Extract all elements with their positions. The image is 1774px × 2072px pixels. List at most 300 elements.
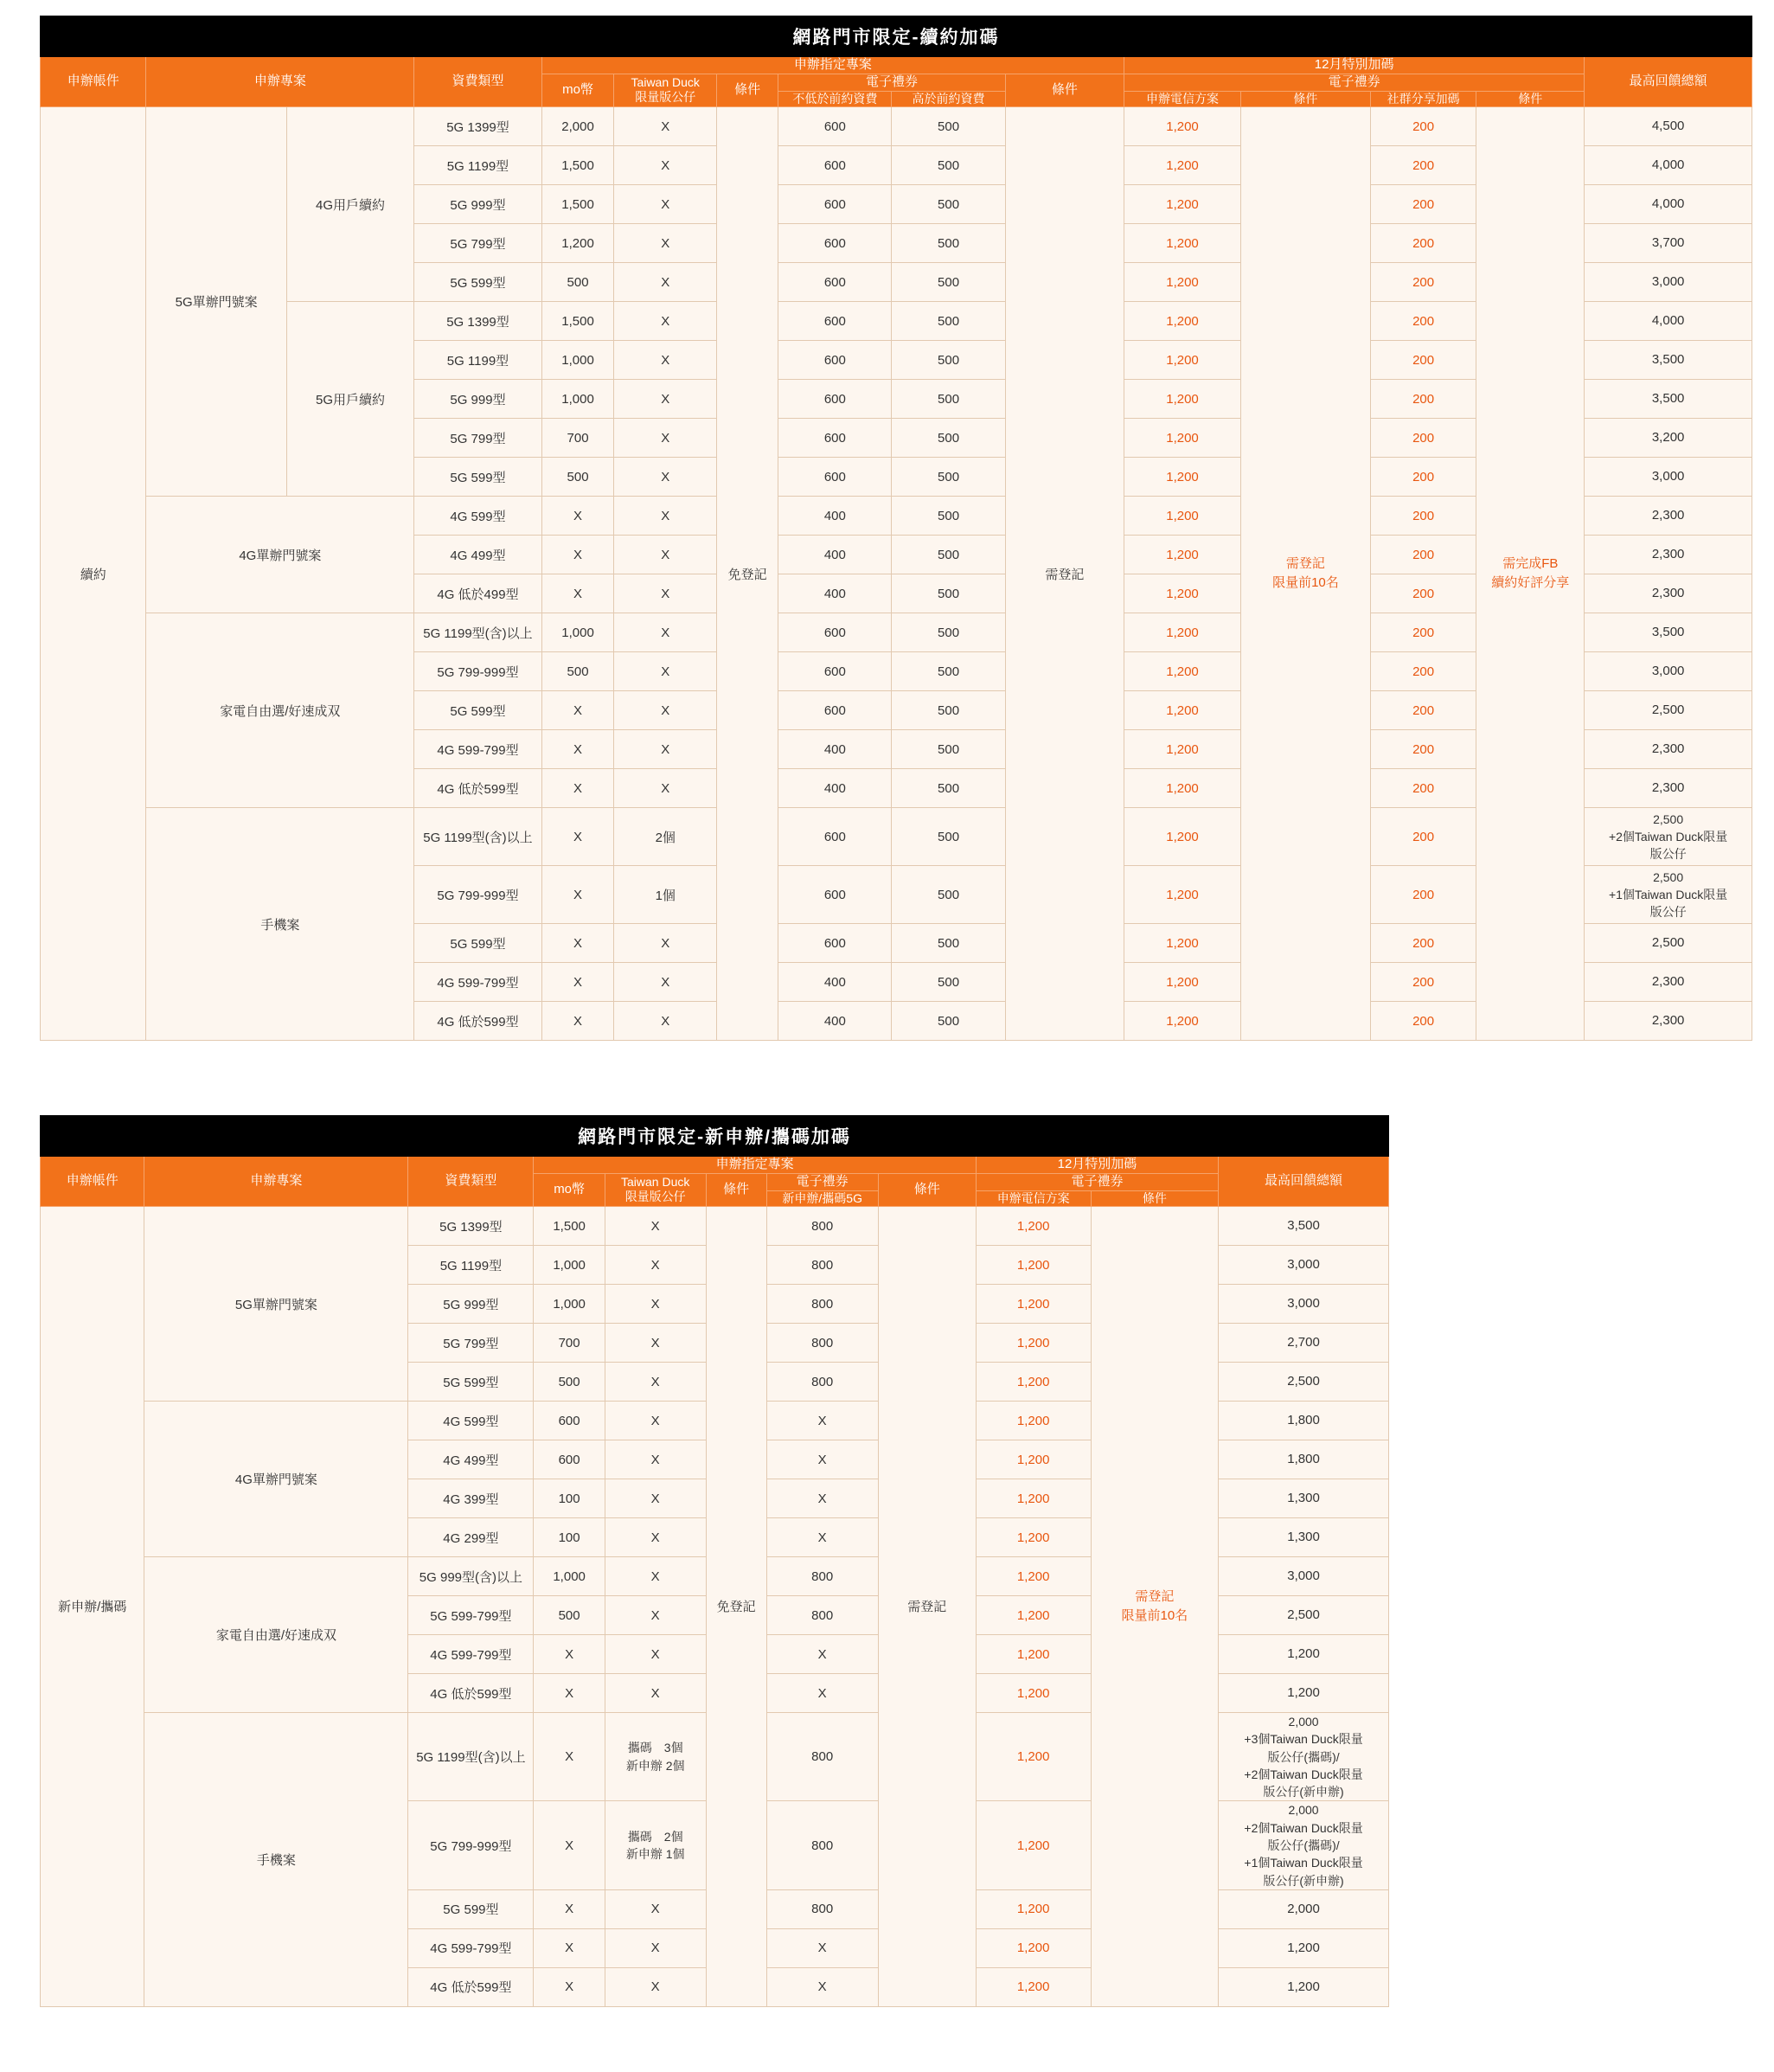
header-fee-type: 資費類型 (408, 1157, 534, 1207)
duck-value: 1個 (614, 866, 717, 924)
fee-type: 5G 999型 (414, 380, 541, 419)
social-value: 200 (1370, 185, 1476, 224)
total-value: 3,500 (1585, 380, 1752, 419)
ev-low-value: 600 (778, 146, 892, 185)
header-social-share: 社群分享加碼 (1370, 91, 1476, 107)
ev-high-value: 500 (892, 185, 1005, 224)
duck-value: X (614, 924, 717, 963)
mo-coin-value: X (534, 1674, 605, 1713)
mo-coin-value: X (541, 866, 614, 924)
ev-value: X (766, 1479, 878, 1518)
cond-limit (1240, 107, 1370, 1041)
duck-value: X (605, 1324, 706, 1363)
fee-type: 4G 599-799型 (414, 730, 541, 769)
mo-coin-value: 1,000 (534, 1557, 605, 1596)
ev-high-value: 500 (892, 866, 1005, 924)
newport-banner: 網路門市限定-新申辦/攜碼加碼 (41, 1116, 1389, 1157)
total-value: 2,500 (1585, 691, 1752, 730)
fee-type: 4G 499型 (414, 536, 541, 574)
telecom-value: 1,200 (976, 1479, 1091, 1518)
total-value (1585, 866, 1752, 924)
telecom-value: 1,200 (1124, 536, 1241, 574)
side-label-renewal: 續約 (41, 107, 146, 1041)
ev-low-value: 600 (778, 458, 892, 497)
social-value: 200 (1370, 458, 1476, 497)
ev-high-value: 500 (892, 263, 1005, 302)
ev-low-value: 600 (778, 808, 892, 866)
duck-value: X (614, 146, 717, 185)
total-value: 3,000 (1219, 1246, 1389, 1285)
total-value: 3,200 (1585, 419, 1752, 458)
total-value: 3,000 (1585, 458, 1752, 497)
mo-coin-value: 1,000 (541, 341, 614, 380)
side-label-newport: 新申辦/攜碼 (41, 1207, 144, 2007)
header-plan-group: 申辦專案 (144, 1157, 408, 1207)
total-line4: +1個Taiwan Duck限量 (1244, 1856, 1363, 1870)
fee-type: 5G 1199型 (414, 146, 541, 185)
duck-value: X (605, 1967, 706, 2006)
ev-low-value: 600 (778, 107, 892, 146)
total-line1: 2,500 (1653, 869, 1684, 884)
header-group-december: 12月特別加碼 (976, 1157, 1218, 1174)
mo-coin-value: 700 (541, 419, 614, 458)
telecom-value: 1,200 (1124, 497, 1241, 536)
header-telecom-plan: 申辦電信方案 (1124, 91, 1241, 107)
ev-high-value: 500 (892, 1002, 1005, 1041)
header-duck-line1: Taiwan Duck (621, 1174, 690, 1189)
cond-needlog: 需登記 (1005, 107, 1124, 1041)
duck-value: X (614, 536, 717, 574)
mo-coin-value: X (541, 536, 614, 574)
fee-type: 4G 低於499型 (414, 574, 541, 613)
social-value: 200 (1370, 380, 1476, 419)
total-value (1219, 1801, 1389, 1889)
mo-coin-value: 1,000 (534, 1246, 605, 1285)
ev-low-value: 400 (778, 769, 892, 808)
total-value: 4,000 (1585, 302, 1752, 341)
telecom-value: 1,200 (976, 1596, 1091, 1635)
telecom-value: 1,200 (1124, 302, 1241, 341)
mo-coin-value: X (534, 1928, 605, 1967)
telecom-value: 1,200 (976, 1889, 1091, 1928)
duck-value: X (605, 1928, 706, 1967)
ev-high-value: 500 (892, 808, 1005, 866)
telecom-value: 1,200 (976, 1518, 1091, 1557)
total-value: 2,300 (1585, 1002, 1752, 1041)
ev-value: X (766, 1967, 878, 2006)
telecom-value: 1,200 (1124, 1002, 1241, 1041)
duck-value: X (614, 691, 717, 730)
ev-value: X (766, 1635, 878, 1674)
total-line1: 2,000 (1288, 1803, 1319, 1818)
total-value: 2,300 (1585, 497, 1752, 536)
fee-type: 5G 599型 (414, 458, 541, 497)
total-line5: 版公仔(新申辦) (1263, 1873, 1344, 1888)
total-value: 4,500 (1585, 107, 1752, 146)
ev-low-value: 600 (778, 866, 892, 924)
duck-value (605, 1713, 706, 1801)
header-duck-line2: 限量版公仔 (624, 1190, 686, 1204)
cond-nolog: 免登記 (706, 1207, 766, 2007)
social-value: 200 (1370, 613, 1476, 652)
header-cond-4: 條件 (1476, 91, 1585, 107)
ev-high-value: 500 (892, 652, 1005, 691)
telecom-value: 1,200 (976, 1674, 1091, 1713)
telecom-value: 1,200 (1124, 963, 1241, 1002)
fee-type: 5G 1199型(含)以上 (408, 1713, 534, 1801)
total-value (1585, 808, 1752, 866)
cond-needlog: 需登記 (878, 1207, 976, 2007)
total-line3: 版公仔 (1649, 905, 1687, 920)
total-line3: 版公仔 (1649, 847, 1687, 862)
mo-coin-value: 600 (534, 1440, 605, 1479)
ev-value: 800 (766, 1889, 878, 1928)
social-value: 200 (1370, 730, 1476, 769)
renewal-table (40, 16, 1752, 1041)
mo-coin-value: X (534, 1635, 605, 1674)
ev-value: 800 (766, 1207, 878, 1246)
total-line2: +1個Taiwan Duck限量 (1608, 887, 1728, 901)
cond-limit-line2: 限量前10名 (1272, 575, 1339, 590)
fee-type: 5G 799型 (414, 419, 541, 458)
promo-tables-page (0, 16, 1774, 2007)
total-value: 2,300 (1585, 963, 1752, 1002)
telecom-value: 1,200 (1124, 263, 1241, 302)
fee-type: 5G 599型 (408, 1363, 534, 1402)
duck-value: X (614, 613, 717, 652)
duck-value: X (614, 1002, 717, 1041)
ev-low-value: 600 (778, 224, 892, 263)
mo-coin-value: 1,000 (541, 613, 614, 652)
plan-group-5g-single: 5G單辦門號案 (146, 107, 286, 497)
renewal-table-block (40, 16, 1752, 1041)
social-value: 200 (1370, 536, 1476, 574)
fee-type: 4G 599-799型 (408, 1928, 534, 1967)
ev-low-value: 400 (778, 1002, 892, 1041)
social-value: 200 (1370, 1002, 1476, 1041)
telecom-value: 1,200 (976, 1246, 1091, 1285)
telecom-value: 1,200 (1124, 107, 1241, 146)
mo-coin-value: 500 (534, 1596, 605, 1635)
mo-coin-value: 2,000 (541, 107, 614, 146)
newport-table-block (40, 1115, 1389, 2007)
ev-value: 800 (766, 1285, 878, 1324)
duck-line1: 攜碼 3個 (627, 1741, 683, 1755)
plan-group-4g-single: 4G單辦門號案 (144, 1402, 408, 1557)
subgroup-4g-user-renew: 4G用戶續約 (286, 107, 413, 302)
subgroup-5g-user-renew: 5G用戶續約 (286, 302, 413, 497)
total-line2: +2個Taiwan Duck限量 (1244, 1820, 1363, 1835)
ev-high-value: 500 (892, 769, 1005, 808)
fee-type: 5G 1399型 (414, 107, 541, 146)
telecom-value: 1,200 (976, 1207, 1091, 1246)
social-value: 200 (1370, 146, 1476, 185)
telecom-value: 1,200 (1124, 730, 1241, 769)
telecom-value: 1,200 (1124, 185, 1241, 224)
duck-value: X (614, 963, 717, 1002)
mo-coin-value: X (541, 730, 614, 769)
ev-low-value: 400 (778, 536, 892, 574)
fee-type: 5G 799-999型 (408, 1801, 534, 1889)
total-value: 2,000 (1219, 1889, 1389, 1928)
plan-group-4g-single: 4G單辦門號案 (146, 497, 414, 613)
fee-type: 5G 999型 (414, 185, 541, 224)
telecom-value: 1,200 (1124, 924, 1241, 963)
telecom-value: 1,200 (1124, 380, 1241, 419)
fee-type: 5G 599型 (408, 1889, 534, 1928)
header-ev-low: 不低於前約資費 (778, 91, 892, 107)
duck-line2: 新申辦 1個 (625, 1847, 685, 1862)
social-value: 200 (1370, 866, 1476, 924)
ev-high-value: 500 (892, 963, 1005, 1002)
total-line1: 2,000 (1288, 1715, 1319, 1729)
ev-high-value: 500 (892, 380, 1005, 419)
ev-low-value: 600 (778, 691, 892, 730)
fee-type: 4G 599型 (414, 497, 541, 536)
header-evoucher: 電子禮券 (778, 74, 1005, 91)
ev-high-value: 500 (892, 536, 1005, 574)
social-value: 200 (1370, 691, 1476, 730)
mo-coin-value: X (534, 1713, 605, 1801)
ev-high-value: 500 (892, 458, 1005, 497)
total-value: 1,300 (1219, 1518, 1389, 1557)
mo-coin-value: X (534, 1967, 605, 2006)
header-cond-2: 條件 (1005, 74, 1124, 106)
ev-low-value: 400 (778, 574, 892, 613)
ev-low-value: 600 (778, 185, 892, 224)
total-line3: 版公仔(攜碼)/ (1267, 1749, 1340, 1764)
mo-coin-value: X (541, 808, 614, 866)
telecom-value: 1,200 (1124, 652, 1241, 691)
header-dec-evoucher: 電子禮券 (976, 1173, 1218, 1190)
mo-coin-value: X (541, 769, 614, 808)
total-value: 1,200 (1219, 1967, 1389, 2006)
duck-value: X (614, 419, 717, 458)
ev-high-value: 500 (892, 613, 1005, 652)
mo-coin-value: X (541, 497, 614, 536)
newport-table (40, 1115, 1389, 2007)
header-mo-coin: mo幣 (541, 74, 614, 106)
mo-coin-value: 600 (534, 1402, 605, 1440)
duck-value: X (614, 574, 717, 613)
newport-header-row-1 (41, 1157, 1389, 1174)
social-value: 200 (1370, 224, 1476, 263)
fee-type: 5G 1399型 (408, 1207, 534, 1246)
total-value: 2,500 (1585, 924, 1752, 963)
total-value: 3,500 (1219, 1207, 1389, 1246)
total-value (1219, 1713, 1389, 1801)
social-value: 200 (1370, 924, 1476, 963)
duck-line1: 攜碼 2個 (627, 1829, 683, 1844)
ev-high-value: 500 (892, 107, 1005, 146)
duck-value (605, 1801, 706, 1889)
duck-value: X (605, 1440, 706, 1479)
total-value: 1,200 (1219, 1674, 1389, 1713)
mo-coin-value: X (534, 1889, 605, 1928)
duck-value: X (614, 185, 717, 224)
total-value: 2,300 (1585, 730, 1752, 769)
mo-coin-value: 700 (534, 1324, 605, 1363)
fee-type: 5G 599-799型 (408, 1596, 534, 1635)
social-value: 200 (1370, 963, 1476, 1002)
ev-value: X (766, 1928, 878, 1967)
ev-high-value: 500 (892, 419, 1005, 458)
cond-limit-line2: 限量前10名 (1121, 1607, 1188, 1623)
telecom-value: 1,200 (976, 1363, 1091, 1402)
fee-type: 5G 599型 (414, 691, 541, 730)
ev-low-value: 600 (778, 924, 892, 963)
total-line3: 版公仔(攜碼)/ (1267, 1838, 1340, 1853)
fee-type: 4G 599型 (408, 1402, 534, 1440)
mo-coin-value: 500 (541, 652, 614, 691)
ev-low-value: 400 (778, 497, 892, 536)
mo-coin-value: 500 (534, 1363, 605, 1402)
total-value: 2,700 (1219, 1324, 1389, 1363)
duck-value: X (614, 224, 717, 263)
telecom-value: 1,200 (976, 1440, 1091, 1479)
duck-value: X (614, 458, 717, 497)
telecom-value: 1,200 (976, 1635, 1091, 1674)
telecom-value: 1,200 (1124, 146, 1241, 185)
header-fee-type: 資費類型 (414, 57, 541, 107)
fee-type: 4G 599-799型 (414, 963, 541, 1002)
header-cond-3: 條件 (1091, 1190, 1219, 1207)
header-duck-line1: Taiwan Duck (631, 74, 700, 89)
mo-coin-value: X (541, 963, 614, 1002)
mo-coin-value: X (541, 924, 614, 963)
ev-high-value: 500 (892, 341, 1005, 380)
ev-value: 800 (766, 1713, 878, 1801)
duck-value: X (614, 263, 717, 302)
telecom-value: 1,200 (976, 1801, 1091, 1889)
telecom-value: 1,200 (976, 1967, 1091, 2006)
fee-type: 4G 299型 (408, 1518, 534, 1557)
header-ev-new-port: 新申辦/攜碼5G (766, 1190, 878, 1207)
ev-value: X (766, 1674, 878, 1713)
header-cond-3: 條件 (1240, 91, 1370, 107)
plan-group-appliance: 家電自由選/好速成双 (146, 613, 414, 808)
fee-type: 4G 低於599型 (408, 1674, 534, 1713)
mo-coin-value: 100 (534, 1479, 605, 1518)
duck-value: X (614, 769, 717, 808)
cond-fb (1476, 107, 1585, 1041)
duck-value: X (614, 107, 717, 146)
header-group-december: 12月特別加碼 (1124, 57, 1585, 74)
social-value: 200 (1370, 574, 1476, 613)
table-row (41, 1207, 1389, 1246)
total-value: 2,500 (1219, 1363, 1389, 1402)
fee-type: 5G 1199型 (408, 1246, 534, 1285)
fee-type: 5G 999型 (408, 1285, 534, 1324)
total-value: 1,800 (1219, 1402, 1389, 1440)
cond-fb-line1: 需完成FB (1502, 556, 1559, 572)
ev-low-value: 600 (778, 613, 892, 652)
ev-value: 800 (766, 1324, 878, 1363)
cond-limit-line1: 需登記 (1285, 556, 1325, 572)
mo-coin-value: 1,500 (541, 146, 614, 185)
fee-type: 5G 799型 (408, 1324, 534, 1363)
telecom-value: 1,200 (1124, 224, 1241, 263)
telecom-value: 1,200 (1124, 419, 1241, 458)
duck-value: X (605, 1479, 706, 1518)
header-cond-1: 條件 (717, 74, 778, 106)
total-line1: 2,500 (1653, 811, 1684, 826)
total-value: 2,500 (1219, 1596, 1389, 1635)
mo-coin-value: X (534, 1801, 605, 1889)
telecom-value: 1,200 (976, 1324, 1091, 1363)
total-line2: +2個Taiwan Duck限量 (1608, 829, 1728, 844)
cond-nolog: 免登記 (717, 107, 778, 1041)
ev-low-value: 600 (778, 263, 892, 302)
total-line2: +3個Taiwan Duck限量 (1244, 1732, 1363, 1747)
ev-value: X (766, 1518, 878, 1557)
duck-value: X (614, 730, 717, 769)
ev-low-value: 400 (778, 730, 892, 769)
ev-low-value: 600 (778, 380, 892, 419)
ev-value: 800 (766, 1801, 878, 1889)
duck-value: X (605, 1246, 706, 1285)
social-value: 200 (1370, 497, 1476, 536)
header-duck (605, 1173, 706, 1206)
telecom-value: 1,200 (976, 1402, 1091, 1440)
fee-type: 5G 799-999型 (414, 866, 541, 924)
total-value: 1,200 (1219, 1928, 1389, 1967)
header-duck-line2: 限量版公仔 (635, 90, 696, 105)
header-duck (614, 74, 717, 106)
telecom-value: 1,200 (1124, 613, 1241, 652)
ev-value: 800 (766, 1246, 878, 1285)
ev-high-value: 500 (892, 730, 1005, 769)
social-value: 200 (1370, 107, 1476, 146)
duck-value: X (614, 380, 717, 419)
ev-value: X (766, 1402, 878, 1440)
renewal-banner-row (41, 16, 1752, 57)
mo-coin-value: X (541, 691, 614, 730)
duck-value: X (605, 1635, 706, 1674)
total-value: 1,200 (1219, 1635, 1389, 1674)
duck-value: X (614, 341, 717, 380)
total-value: 4,000 (1585, 185, 1752, 224)
ev-high-value: 500 (892, 224, 1005, 263)
ev-low-value: 600 (778, 341, 892, 380)
fee-type: 5G 1199型 (414, 341, 541, 380)
social-value: 200 (1370, 652, 1476, 691)
header-plan-group: 申辦專案 (146, 57, 414, 107)
fee-type: 5G 1199型(含)以上 (414, 613, 541, 652)
ev-value: 800 (766, 1363, 878, 1402)
duck-value: 2個 (614, 808, 717, 866)
cond-limit (1091, 1207, 1219, 2007)
mo-coin-value: X (541, 1002, 614, 1041)
duck-value: X (614, 302, 717, 341)
telecom-value: 1,200 (976, 1557, 1091, 1596)
renewal-header-row-1 (41, 57, 1752, 74)
fee-type: 4G 低於599型 (414, 769, 541, 808)
ev-low-value: 600 (778, 302, 892, 341)
ev-high-value: 500 (892, 574, 1005, 613)
plan-group-5g-single: 5G單辦門號案 (144, 1207, 408, 1402)
ev-low-value: 600 (778, 652, 892, 691)
total-value: 3,000 (1585, 263, 1752, 302)
mo-coin-value: 1,500 (541, 302, 614, 341)
social-value: 200 (1370, 263, 1476, 302)
duck-value: X (605, 1518, 706, 1557)
mo-coin-value: 1,500 (534, 1207, 605, 1246)
telecom-value: 1,200 (1124, 691, 1241, 730)
total-value: 3,000 (1219, 1285, 1389, 1324)
table-spacer (0, 1041, 1774, 1070)
social-value: 200 (1370, 341, 1476, 380)
